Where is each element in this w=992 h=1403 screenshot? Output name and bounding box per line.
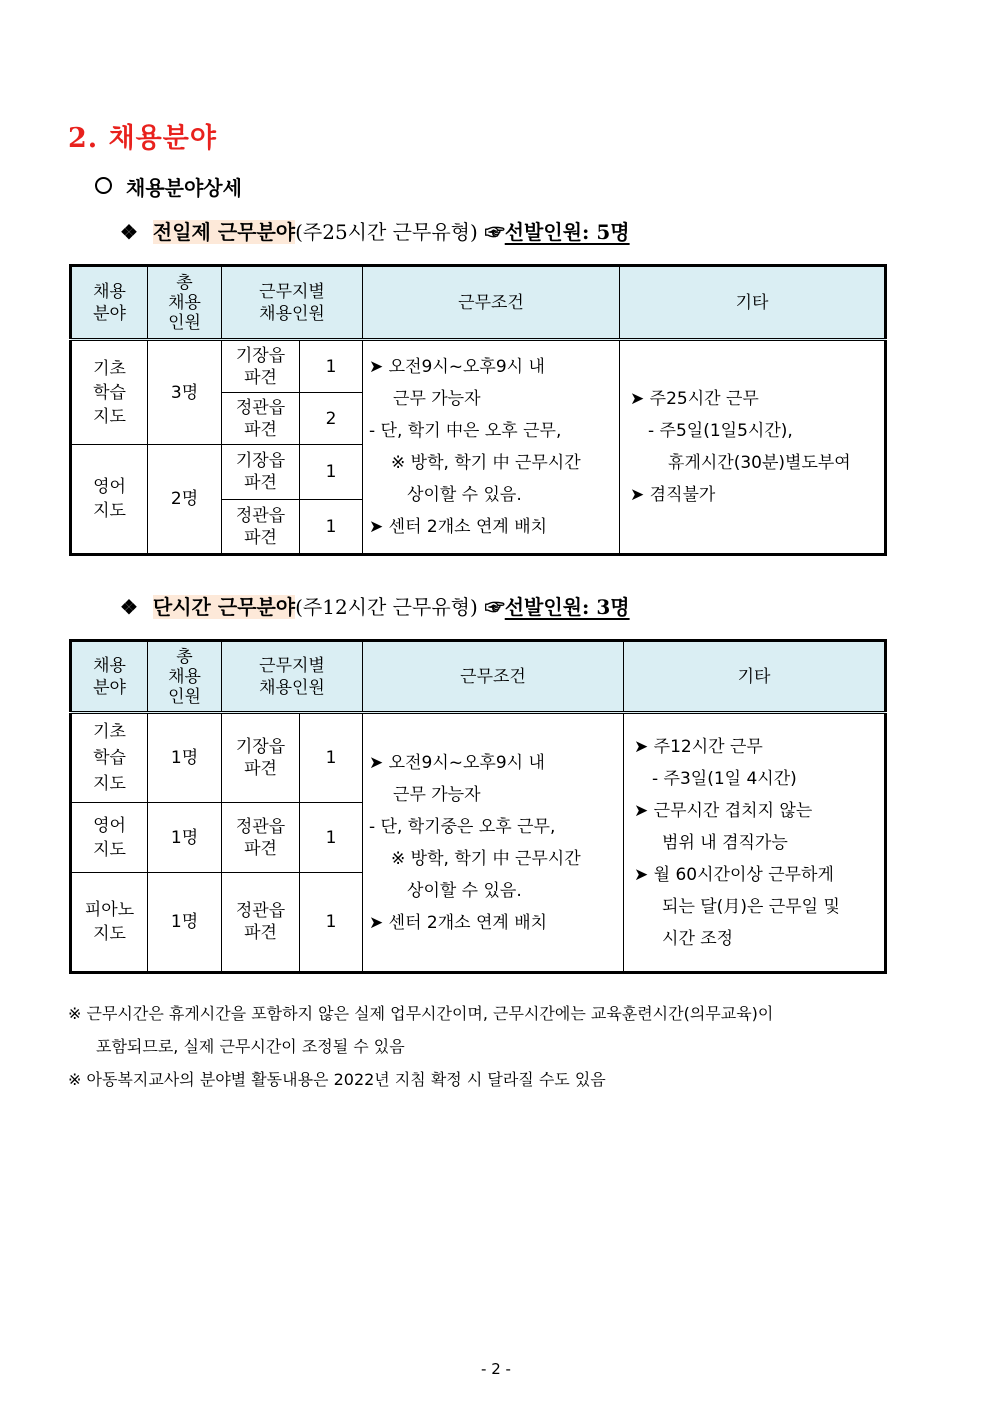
count-cell: 2	[300, 393, 363, 445]
section-title: 2. 채용분야	[68, 123, 217, 154]
count-cell: 1	[300, 803, 363, 873]
field-cell: 기초 학습 지도	[71, 340, 148, 445]
table-row	[71, 713, 886, 803]
table1-work-type: (주25시간 근무유형)	[295, 220, 478, 244]
table1-selection: 선발인원: 5명	[504, 220, 630, 244]
table2	[69, 639, 887, 974]
header-field: 채용 분야	[71, 641, 148, 713]
count-cell: 1	[300, 873, 363, 973]
count-cell: 1	[300, 340, 363, 393]
site-cell: 정관읍 파견	[222, 393, 300, 445]
header-per-site: 근무지별 채용인원	[222, 641, 363, 713]
table2-heading	[120, 591, 630, 620]
table1-field-name: 전일제 근무분야	[152, 220, 296, 244]
table1	[69, 264, 887, 556]
site-cell: 정관읍 파견	[222, 803, 300, 873]
field-cell: 영어 지도	[71, 803, 148, 873]
count-cell: 1	[300, 445, 363, 500]
page-number: - 2 -	[481, 1360, 511, 1378]
header-total: 총 채용 인원	[148, 266, 222, 340]
notes	[68, 997, 773, 1096]
site-cell: 정관읍 파견	[222, 873, 300, 973]
diamond-bullet-icon: ❖	[120, 220, 138, 244]
total-cell: 3명	[148, 340, 222, 445]
other-cell: ➤ 주25시간 근무 - 주5일(1일5시간), 휴게시간(30분)별도부여 ➤ 겸직불가	[620, 340, 886, 555]
field-cell: 기초 학습 지도	[71, 713, 148, 803]
subsection-title: 채용분야상세	[95, 172, 242, 201]
header-total: 총 채용 인원	[148, 641, 222, 713]
table-row	[71, 340, 886, 393]
note-line: 포함되므로, 실제 근무시간이 조정될 수 있음	[96, 1037, 405, 1056]
table2-header-row	[71, 641, 886, 713]
table2-work-type: (주12시간 근무유형)	[295, 595, 478, 619]
total-cell: 1명	[148, 713, 222, 803]
header-per-site: 근무지별 채용인원	[222, 266, 363, 340]
note-line: ※ 근무시간은 휴게시간을 포함하지 않은 실제 업무시간이며, 근무시간에는 교육훈련시간(의무교육)이	[68, 1004, 774, 1023]
header-conditions: 근무조건	[363, 641, 624, 713]
count-cell: 1	[300, 500, 363, 555]
table2-selection: 선발인원: 3명	[504, 595, 630, 619]
pointing-hand-icon: ☞	[484, 220, 505, 244]
site-cell: 정관읍 파견	[222, 500, 300, 555]
count-cell: 1	[300, 713, 363, 803]
header-field: 채용 분야	[71, 266, 148, 340]
site-cell: 기장읍 파견	[222, 340, 300, 393]
pointing-hand-icon: ☞	[484, 595, 505, 619]
field-cell: 피아노 지도	[71, 873, 148, 973]
header-other: 기타	[620, 266, 886, 340]
site-cell: 기장읍 파견	[222, 713, 300, 803]
table2-field-name: 단시간 근무분야	[152, 595, 296, 619]
table1-header-row	[71, 266, 886, 340]
total-cell: 1명	[148, 873, 222, 973]
conditions-cell: ➤ 오전9시~오후9시 내 근무 가능자 - 단, 학기중은 오후 근무, ※ 방학, 학기 中 근무시간 상이할 수 있음. ➤ 센터 2개소 연계 배치	[363, 713, 624, 973]
total-cell: 2명	[148, 445, 222, 555]
site-cell: 기장읍 파견	[222, 445, 300, 500]
conditions-cell: ➤ 오전9시~오후9시 내 근무 가능자 - 단, 학기 中은 오후 근무, ※ 방학, 학기 中 근무시간 상이할 수 있음. ➤ 센터 2개소 연계 배치	[363, 340, 620, 555]
header-other: 기타	[624, 641, 886, 713]
other-cell: ➤ 주12시간 근무 - 주3일(1일 4시간) ➤ 근무시간 겹치지 않는 범위 내 겸직가능 ➤ 월 60시간이상 근무하게 되는 달(月)은 근무일 및 시간 조정	[624, 713, 886, 973]
total-cell: 1명	[148, 803, 222, 873]
note-line: ※ 아동복지교사의 분야별 활동내용은 2022년 지침 확정 시 달라질 수도 있음	[68, 1070, 606, 1089]
table1-heading	[120, 216, 630, 245]
field-cell: 영어 지도	[71, 445, 148, 555]
diamond-bullet-icon: ❖	[120, 595, 138, 619]
circle-bullet-icon	[95, 177, 112, 194]
header-conditions: 근무조건	[363, 266, 620, 340]
